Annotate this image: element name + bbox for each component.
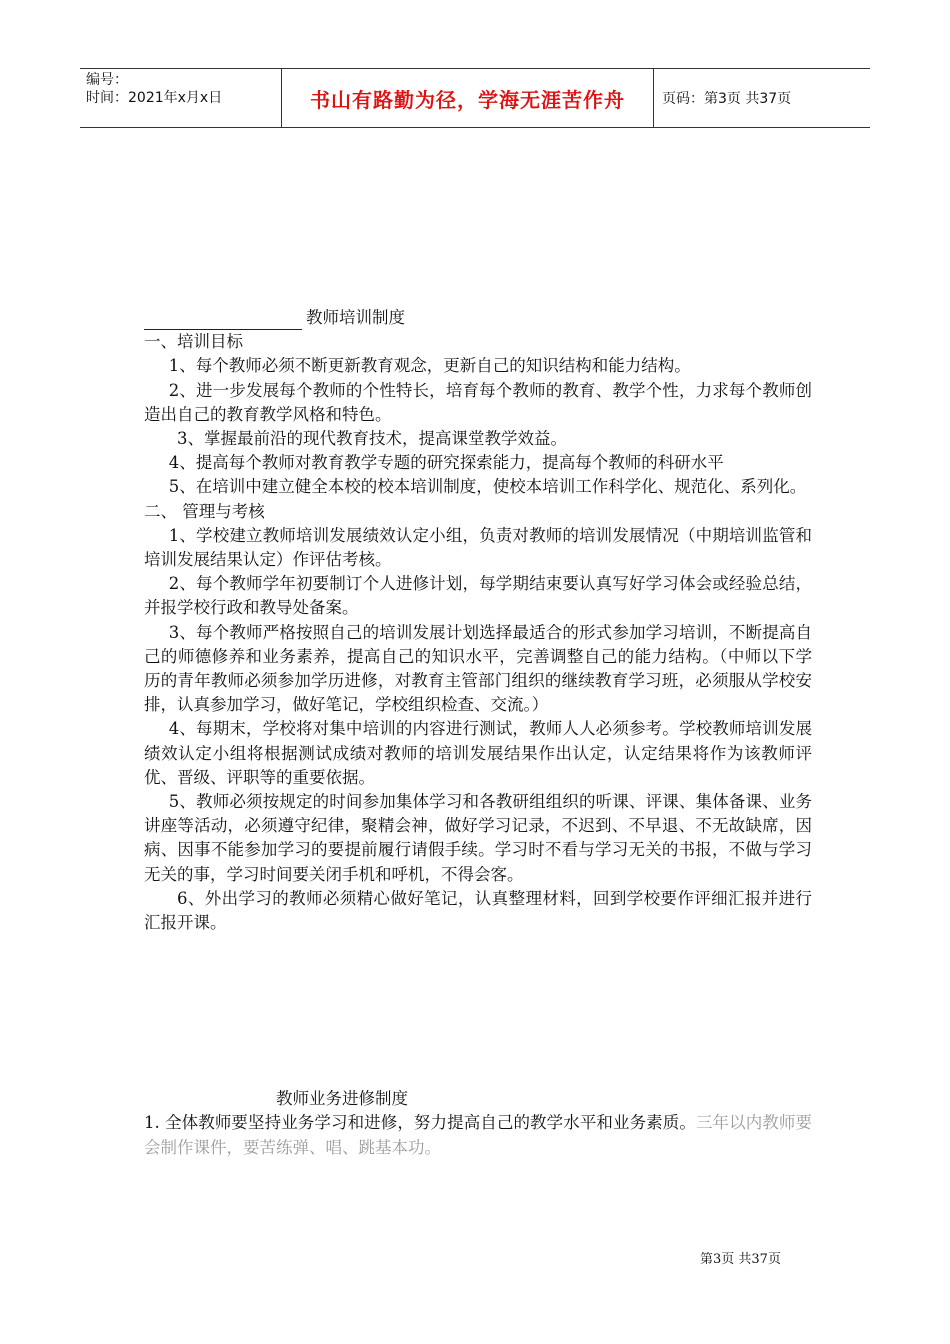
rule-item: 5、教师必须按规定的时间参加集体学习和各教研组组织的听课、评课、集体备课、业务讲座等活动，必须遵守纪律，聚精会神，做好学习记录，不迟到、不早退、不无故缺席，因病、因事不能参加学习的要提前履行请假手续。学习时不看与学习无关的书报，不做与学习无关的事，学习时间要关闭手机和呼机，不得会客。 [144, 792, 812, 884]
section1-title-line [144, 306, 812, 330]
code-label: 编号： [86, 72, 128, 88]
header-page-info: 页码：第3页 共37页 [662, 91, 792, 107]
section1-title: 教师培训制度 [306, 308, 405, 327]
header-motto: 书山有路勤为径，学海无涯苦作舟 [282, 69, 654, 127]
rule-item: 1、学校建立教师培训发展绩效认定小组，负责对教师的培训发展情况（中期培训监管和培训发展结果认定）作评估考核。 [144, 525, 812, 570]
page-footer: 第3页 共37页 [700, 1252, 781, 1267]
section-spacer [144, 935, 812, 1087]
time-label: 时间：2021年x月x日 [86, 90, 223, 106]
goal-item: 1、每个教师必须不断更新教育观念，更新自己的知识结构和能力结构。 [168, 356, 691, 376]
document-body [144, 306, 812, 1160]
rule-item: 6、外出学习的教师必须精心做好笔记，认真整理材料，回到学校要作评细汇报并进行汇报开课。 [144, 888, 812, 933]
rule-item: 2、每个教师学年初要制订个人进修计划，每学期结束要认真写好学习体会或经验总结，并报学校行政和教导处备案。 [144, 574, 812, 618]
goal-item: 5、在培训中建立健全本校的校本培训制度，使校本培训工作科学化、规范化、系列化。 [168, 477, 807, 497]
rule-item: 3、每个教师严格按照自己的培训发展计划选择最适合的形式参加学习培训，不断提高自己的师德修养和业务素养，提高自己的知识水平，完善调整自己的能力结构。（中师以下学历的青年教师必须参加学历进修，对教育主管部门组织的继续教育学习班，必须服从学校安排，认真参加学习，做好笔记，学校组织检查、交流。） [144, 622, 812, 715]
goal-item: 2、进一步发展每个教师的个性特长，培育每个教师的教育、教学个性，力求每个教师创造出自己的教育教学风格和特色。 [144, 380, 812, 424]
section2-item-main: 1. 全体教师要坚持业务学习和进修，努力提高自己的教学水平和业务素质。 [144, 1113, 696, 1133]
goal-item: 4、提高每个教师对教育教学专题的研究探索能力，提高每个教师的科研水平 [168, 453, 724, 473]
title-blank-underline [144, 311, 302, 330]
page-header [80, 68, 870, 128]
section2-title: 教师业务进修制度 [276, 1089, 408, 1109]
goal-item: 3、掌握最前沿的现代教育技术，提高课堂教学效益。 [177, 429, 567, 449]
heading-management: 二、 管理与考核 [144, 501, 265, 521]
heading-training-goals: 一、培训目标 [144, 332, 243, 352]
rule-item: 4、每期末，学校将对集中培训的内容进行测试，教师人人必须参考。学校教师培训发展绩效认定小组将根据测试成绩对教师的培训发展结果作出认定，认定结果将作为该教师评优、晋级、评职等的重要依据。 [144, 719, 812, 787]
section2-item-grey: 三年以内教师要会制作课件，要苦练弹、唱、跳基本功。 [144, 1113, 812, 1157]
header-meta [80, 69, 282, 127]
section2-item [144, 1111, 812, 1159]
